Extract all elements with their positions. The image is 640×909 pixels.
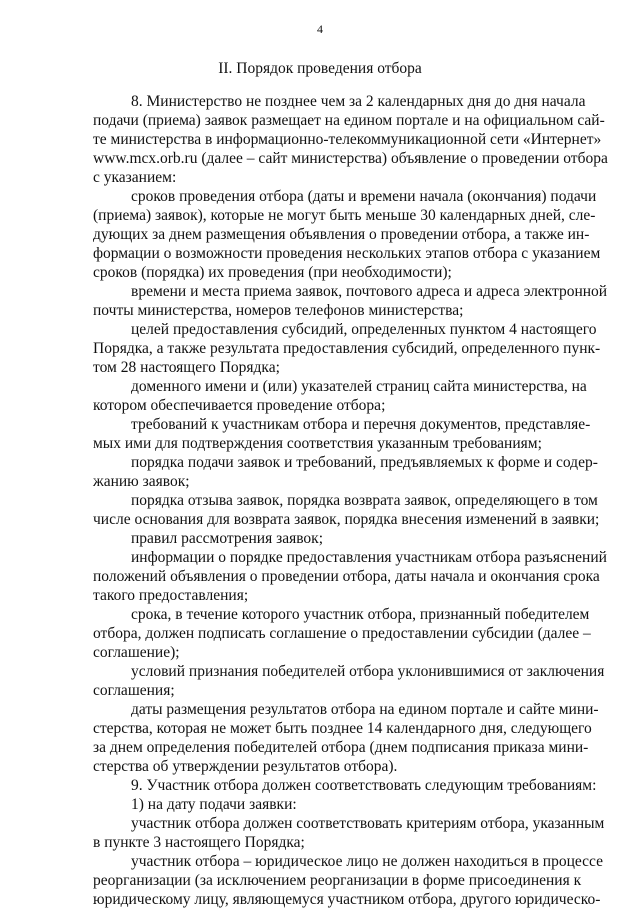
paragraph-subsidy-goals: целей предоставления субсидий, определенных пунктом 4 настоящего Порядка, а также результата предоставления субсидий, определенного пунк- том 28 настоящего Порядка; xyxy=(93,321,601,376)
paragraph-8-intro: 8. Министерство не позднее чем за 2 календарных дня до дня начала подачи (приема) заявок размещает на едином портале и на официальном сай- те министерства в информационно-телекоммуникационной сети «Интернет» www.mcx.orb.ru (далее – сайт министерства) объявление о проведении отбора с указанием: xyxy=(93,93,608,186)
section-title: II. Порядок проведения отбора xyxy=(218,60,422,77)
paragraph-results-publication: даты размещения результатов отбора на едином портале и сайте мини- стерства, которая не может быть позднее 14 календарного дня, следующего за днем определения победителей отбора (днем подписания приказа мини- стерства об утверждении результатов отбора). xyxy=(93,701,599,775)
paragraph-review-rules: правил рассмотрения заявок; xyxy=(131,530,324,547)
paragraph-application-procedure: порядка подачи заявок и требований, предъявляемых к форме и содер- жанию заявок; xyxy=(93,454,598,490)
paragraph-time-place: времени и места приема заявок, почтового адреса и адреса электронной почты министерства, номеров телефонов министерства; xyxy=(93,283,608,319)
paragraph-agreement-deadline: срока, в течение которого участник отбора, признанный победителем отбора, должен подписать соглашение о предоставлении субсидии (далее – соглашение); xyxy=(93,606,591,661)
document-body xyxy=(93,92,610,909)
paragraph-9-1-application-date: 1) на дату подачи заявки: xyxy=(131,796,297,813)
paragraph-9-requirements: 9. Участник отбора должен соответствовать следующим требованиям: xyxy=(131,777,597,794)
paragraph-submission-dates: сроков проведения отбора (даты и времени начала (окончания) подачи (приема) заявок), которые не могут быть меньше 30 календарных дней, сле- дующих за днем размещения объявления о проведении отбора, а также ин- формации о возможности проведения нескольких этапов отбора с указанием сроков (порядка) их проведения (при необходимости); xyxy=(93,188,601,281)
paragraph-evasion-conditions: условий признания победителей отбора уклонившимися от заключения соглашения; xyxy=(93,663,605,699)
paragraph-reorganization: участник отбора – юридическое лицо не должен находиться в процессе реорганизации (за исключением реорганизации в форме присоединения к юридическому лицу, являющемуся участником отбора, другого юридическо- xyxy=(93,853,603,908)
paragraph-selection-criteria: участник отбора должен соответствовать критериям отбора, указанным в пункте 3 настоящего Порядка; xyxy=(93,815,605,851)
paragraph-application-withdrawal: порядка отзыва заявок, порядка возврата заявок, определяющего в том числе основания для возврата заявок, порядка внесения изменений в заявки; xyxy=(93,492,600,528)
paragraph-participant-requirements: требований к участникам отбора и перечня документов, представляе- мых ими для подтверждения соответствия указанным требованиям; xyxy=(93,416,591,452)
paragraph-clarifications: информации о порядке предоставления участникам отбора разъяснений положений объявления о проведении отбора, даты начала и окончания срока такого предоставления; xyxy=(93,549,607,604)
paragraph-domain-name: доменного имени и (или) указателей страниц сайта министерства, на котором обеспечивается проведение отбора; xyxy=(93,378,587,414)
page-number: 4 xyxy=(317,22,323,36)
